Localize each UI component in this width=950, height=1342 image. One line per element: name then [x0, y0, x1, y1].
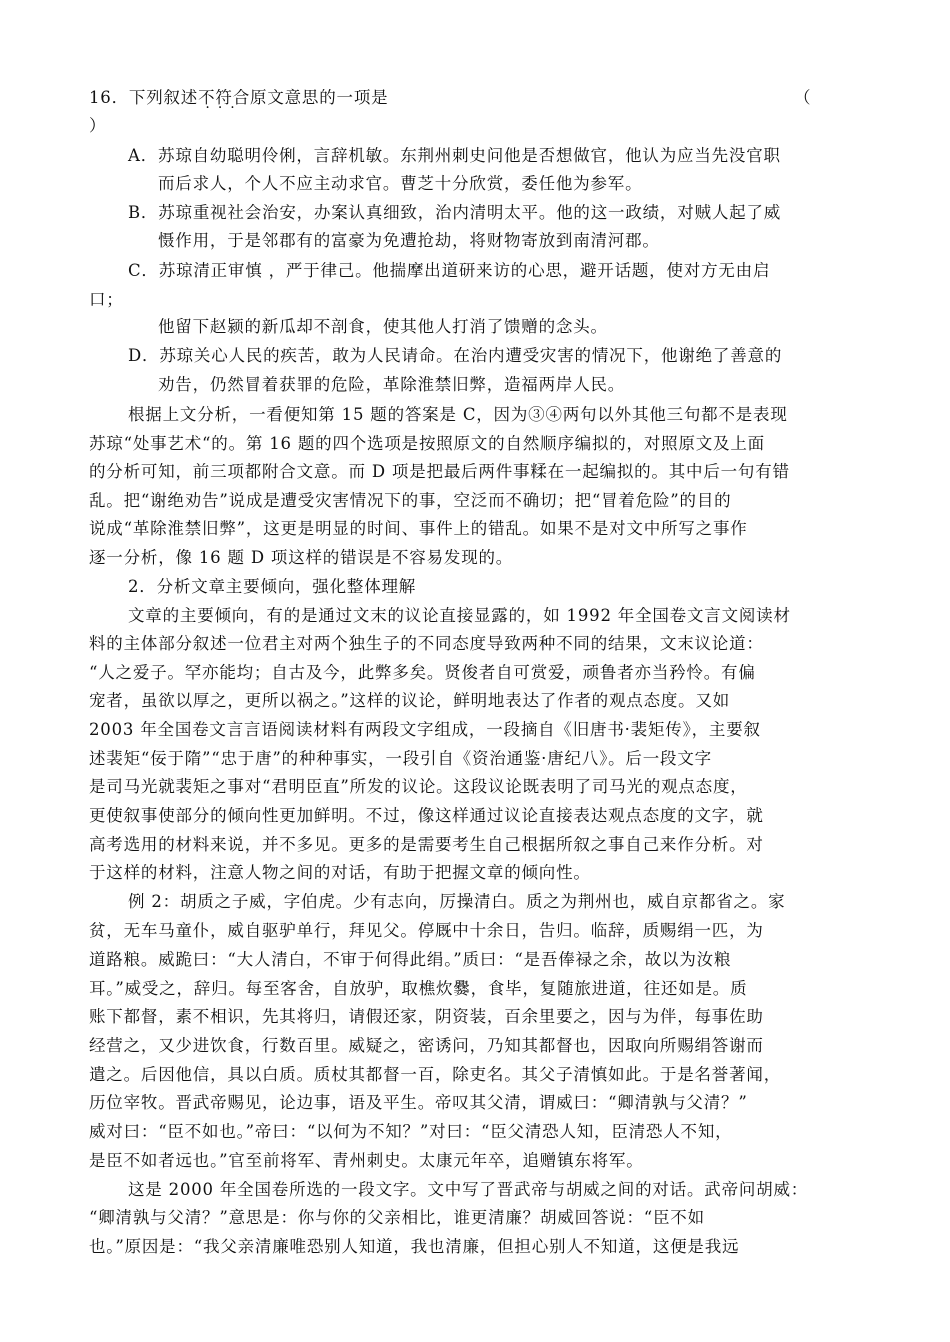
stem-emphasis: 不符合 ···: [198, 88, 250, 108]
closing-line: 这是 2000 年全国卷所选的一段文字。文中写了晋武帝与胡威之间的对话。武帝问胡威：: [128, 1180, 809, 1199]
option-c-line1: C．苏琼清正审慎 ，严于律己。他揣摩出道研来访的心思，避开话题，使对方无由启: [128, 261, 771, 280]
section-line: 更使叙事使部分的倾向性更加鲜明。不过，像这样通过议论直接表达观点态度的文字，就: [89, 806, 764, 825]
analysis-line: 苏琼“处事艺术“的。第 16 题的四个选项是按照原文的自然顺序编拟的，对照原文及上面: [89, 434, 765, 453]
answer-paren-open: （: [794, 88, 812, 107]
option-d-line2: 劝告，仍然冒着获罪的危险，革除淮禁旧弊，造福两岸人民。: [158, 375, 626, 394]
section-line: 文章的主要倾向，有的是通过文末的议论直接显露的，如 1992 年全国卷文言文阅读材: [128, 606, 791, 625]
option-c-line3: 他留下赵颍的新瓜却不剖食，使其他人打消了馈赠的念头。: [158, 317, 608, 336]
analysis-line: 根据上文分析，一看便知第 15 题的答案是 C，因为③④两句以外其他三句都不是表现: [128, 405, 788, 424]
analysis-line: 逐一分析，像 16 题 D 项这样的错误是不容易发现的。: [89, 548, 514, 567]
example-line: 账下都督，素不相识，先其将归，请假还家，阴资装，百余里要之，因与为伴，每事佐助: [89, 1007, 764, 1026]
section-line: 料的主体部分叙述一位君主对两个独生子的不同态度导致两种不同的结果，文末议论道：: [89, 634, 764, 653]
closing-line: “卿清孰与父清？”意思是：你与你的父亲相比，谁更清廉？胡威回答说：“臣不如: [89, 1208, 705, 1227]
option-a-line2: 而后求人，个人不应主动求官。曹芝十分欣赏，委任他为参军。: [158, 174, 643, 193]
question-stem: [89, 88, 388, 108]
example-line: 历位宰牧。晋武帝赐见，论边事，语及平生。帝叹其父清，谓威曰：“卿清孰与父清？”: [89, 1093, 748, 1112]
section-line: 2003 年全国卷文言言语阅读材料有两段文字组成，一段摘自《旧唐书·裴矩传》，主要叙: [89, 720, 761, 739]
example-line: 贫，无车马童仆，威自驱驴单行，拜见父。停厩中十余日，告归。临辞，质赐绢一匹，为: [89, 921, 764, 940]
example-line: 遣之。后因他信，具以白质。质杖其都督一百，除吏名。其父子清慎如此。于是名誉著闻，: [89, 1065, 781, 1084]
example-line: 威对曰：“臣不如也。”帝曰：“以何为不知？”对曰：“臣父清恐人知，臣清恐人不知，: [89, 1122, 733, 1141]
example-line: 耳。”威受之，辞归。每至客舍，自放驴，取樵炊爨，食毕，复随旅进道，往还如是。质: [89, 979, 748, 998]
option-d-line1: D．苏琼关心人民的疾苦，敢为人民请命。在治内遭受灾害的情况下，他谢绝了善意的: [128, 346, 783, 365]
option-b-line2: 慑作用，于是邻郡有的富豪为免遭抢劫，将财物寄放到南清河郡。: [158, 231, 660, 250]
example-line: 经营之，又少进饮食，行数百里。威疑之，密诱问，乃知其都督也，因取向所赐绢答谢而: [89, 1036, 764, 1055]
stem-suffix: 原文意思的一项是: [250, 88, 389, 107]
answer-paren-close: ）: [89, 116, 107, 135]
stem-prefix: 16．下列叙述: [89, 88, 199, 107]
example-line: 道路粮。威跪曰：“大人清白，不审于何得此绢。”质曰：“是吾俸禄之余，故以为汝粮: [89, 950, 732, 969]
section-heading: 2．分析文章主要倾向，强化整体理解: [128, 577, 417, 596]
section-line: 述裴矩“佞于隋”“忠于唐”的种种事实，一段引自《资治通鉴·唐纪八》。后一段文字: [89, 749, 712, 768]
example-line: 例 2：胡质之子威，字伯虎。少有志向，厉操清白。质之为荆州也，威自京都省之。家: [128, 892, 786, 911]
section-line: 是司马光就裴矩之事对“君明臣直”所发的议论。这段议论既表明了司马光的观点态度，: [89, 777, 748, 796]
closing-line: 也。”原因是：“我父亲清廉唯恐别人知道，我也清廉，但担心别人不知道，这便是我远: [89, 1237, 740, 1256]
option-b-line1: B．苏琼重视社会治安，办案认真细致，治内清明太平。他的这一政绩，对贼人起了威: [128, 203, 782, 222]
option-a-line1: A．苏琼自幼聪明伶俐，言辞机敏。东荆州刺史问他是否想做官，他认为应当先没官职: [128, 146, 781, 165]
analysis-line: 的分析可知，前三项都附合文意。而 D 项是把最后两件事糅在一起编拟的。其中后一句有错: [89, 462, 790, 481]
section-line: 高考选用的材料来说，并不多见。更多的是需要考生自己根据所叙之事自己来作分析。对: [89, 835, 764, 854]
section-line: “人之爱子。罕亦能均；自古及今，此弊多矣。贤俊者自可赏爱，顽鲁者亦当矜怜。有偏: [89, 663, 756, 682]
section-line: 于这样的材料，注意人物之间的对话，有助于把握文章的倾向性。: [89, 863, 591, 882]
analysis-line: 说成“革除淮禁旧弊”，这更是明显的时间、事件上的错乱。如果不是对文中所写之事作: [89, 519, 748, 538]
option-c-line2: 口；: [89, 290, 124, 309]
analysis-line: 乱。把“谢绝劝告”说成是遭受灾害情况下的事，空泛而不确切；把“冒着危险”的目的: [89, 491, 732, 510]
example-line: 是臣不如者远也。”官至前将军、青州刺史。太康元年卒，追赠镇东将军。: [89, 1151, 644, 1170]
section-line: 宠者，虽欲以厚之，更所以祸之。”这样的议论，鲜明地表达了作者的观点态度。又如: [89, 691, 731, 710]
